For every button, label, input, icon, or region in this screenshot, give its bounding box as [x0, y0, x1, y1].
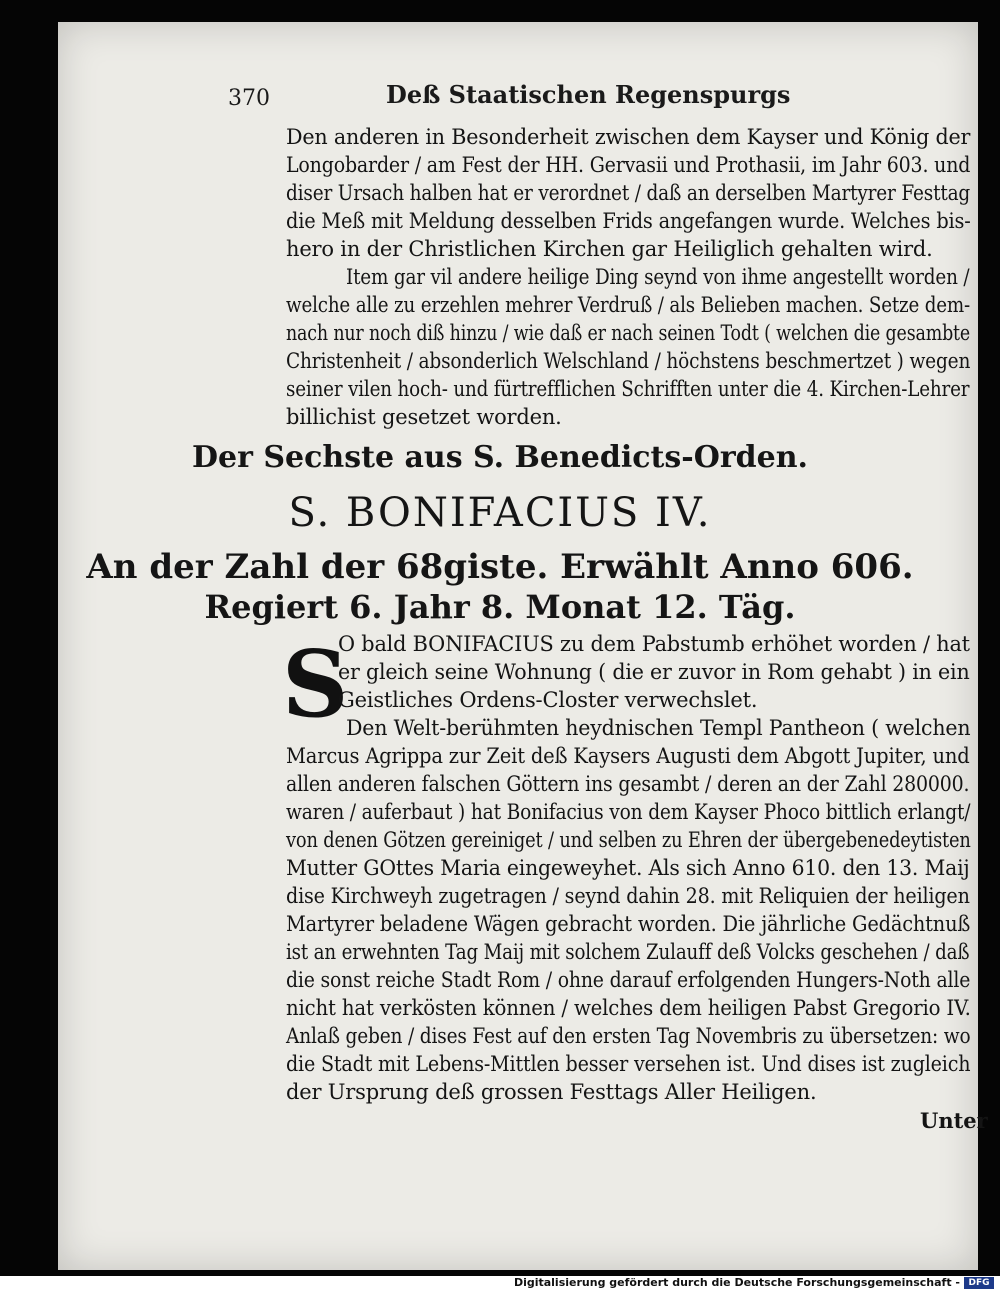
text-line: Martyrer beladene Wägen gebracht worden. Die jährliche Gedächtnuß: [286, 912, 971, 936]
page-header: [228, 80, 918, 120]
drop-cap-initial: S: [282, 630, 349, 738]
section-heading-pope-name: S. BONIFACIUS IV.: [288, 490, 712, 536]
text-line: billichist gesetzet worden.: [286, 405, 562, 429]
dfg-logo-icon: DFG: [964, 1277, 994, 1289]
text-line: Item gar vil andere heilige Ding seynd von ihme angestellt worden /: [346, 265, 970, 289]
text-line: Anlaß geben / dises Fest auf den ersten Tag Novembris zu übersetzen: wo: [286, 1024, 971, 1048]
text-line: seiner vilen hoch- und fürtrefflichen Schrifften unter die 4. Kirchen-Lehrer: [286, 377, 970, 401]
footer-credit-text: Digitalisierung gefördert durch die Deutsche Forschungsgemeinschaft -: [513, 1276, 960, 1289]
text-line: der Ursprung deß grossen Festtags Aller Heiligen.: [286, 1080, 817, 1104]
text-line: waren / auferbaut ) hat Bonifacius von dem Kayser Phoco bittlich erlangt/: [286, 800, 971, 824]
text-line: er gleich seine Wohnung ( die er zuvor in Rom gehabt ) in ein: [338, 660, 970, 684]
text-line: von denen Götzen gereiniget / und selben zu Ehren der übergebenedeytisten: [286, 828, 971, 852]
text-line: Christenheit / absonderlich Welschland / höchstens beschmertzet ) wegen: [286, 349, 971, 373]
text-line: allen anderen falschen Göttern ins gesambt / deren an der Zahl 280000.: [286, 772, 970, 796]
section-heading-reign: Regiert 6. Jahr 8. Monat 12. Täg.: [204, 588, 796, 626]
catchword: Unter: [920, 1108, 988, 1133]
text-line: die sonst reiche Stadt Rom / ohne darauf erfolgenden Hungers-Noth alle: [286, 968, 971, 992]
section-heading-election: An der Zahl der 68giste. Erwählt Anno 606.: [86, 547, 914, 587]
text-line: Den anderen in Besonderheit zwischen dem Kayser und König der: [286, 125, 971, 149]
text-line: welche alle zu erzehlen mehrer Verdruß / als Belieben machen. Setze dem-: [286, 293, 971, 317]
text-line: diser Ursach halben hat er verordnet / daß an derselben Martyrer Festtag: [286, 181, 971, 205]
text-line: Den Welt-berühmten heydnischen Templ Pantheon ( welchen: [346, 716, 971, 740]
text-line: hero in der Christlichen Kirchen gar Heiliglich gehalten wird.: [286, 237, 933, 261]
text-line: dise Kirchweyh zugetragen / seynd dahin 28. mit Reliquien der heiligen: [286, 884, 970, 908]
page-number: 370: [228, 86, 270, 111]
text-line: Marcus Agrippa zur Zeit deß Kaysers Augusti dem Abgott Jupiter, und: [286, 744, 970, 768]
digitization-footer: [0, 1276, 1000, 1291]
running-head: Deß Staatischen Regenspurgs: [386, 80, 791, 109]
text-line: Longobarder / am Fest der HH. Gervasii und Prothasii, im Jahr 603. und: [286, 153, 971, 177]
text-line: nach nur noch diß hinzu / wie daß er nach seinen Todt ( welchen die gesambte: [286, 321, 971, 345]
text-line: Mutter GOttes Maria eingeweyhet. Als sich Anno 610. den 13. Maij: [286, 856, 970, 880]
text-line: Geistliches Ordens-Closter verwechslet.: [338, 688, 758, 712]
text-line: nicht hat verkösten können / welches dem heiligen Pabst Gregorio IV.: [286, 996, 971, 1020]
text-line: die Stadt mit Lebens-Mittlen besser versehen ist. Und dises ist zugleich: [286, 1052, 971, 1076]
text-line: die Meß mit Meldung desselben Frids angefangen wurde. Welches bis-: [286, 209, 971, 233]
text-line: O bald BONIFACIUS zu dem Pabstumb erhöhet worden / hat: [338, 632, 970, 656]
section-heading-order: Der Sechste aus S. Benedicts-Orden.: [192, 440, 808, 475]
text-line: ist an erwehnten Tag Maij mit solchem Zulauff deß Volcks geschehen / daß: [286, 940, 970, 964]
